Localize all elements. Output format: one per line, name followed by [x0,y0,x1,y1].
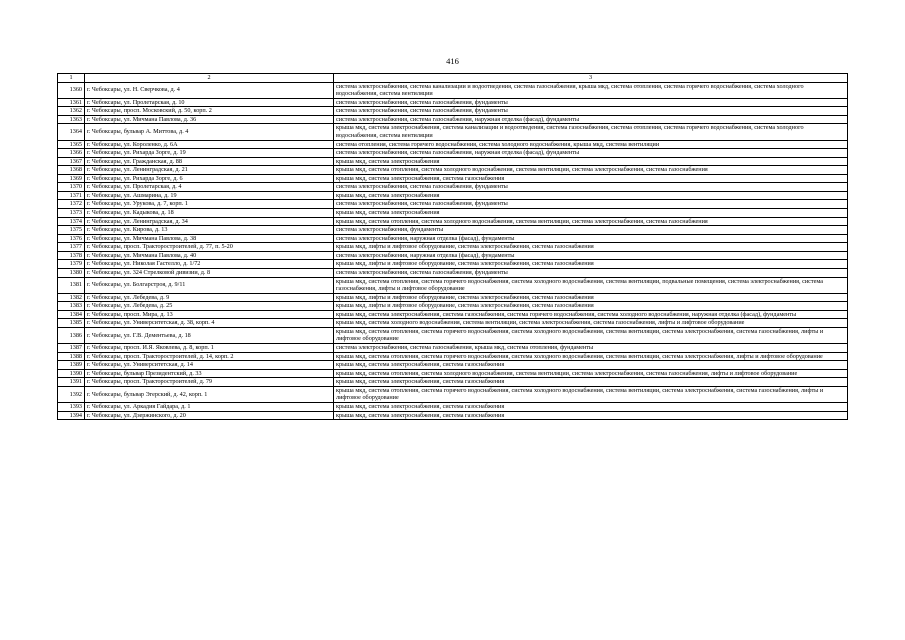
row-number: 1367 [58,157,85,166]
row-address: г. Чебоксары, ул. Лебедева, д. 25 [85,302,334,311]
row-number: 1369 [58,174,85,183]
table-row [58,243,848,252]
row-address: г. Чебоксары, ул. Болгарстроя, д. 9/11 [85,277,334,293]
row-address: г. Чебоксары, ул. Н. Сверчкова, д. 4 [85,82,334,98]
table-row [58,293,848,302]
row-address: г. Чебоксары, ул. Ленинградская, д. 21 [85,166,334,175]
row-address: г. Чебоксары, просп. И.Я. Яковлева, д. 8, корп. 1 [85,344,334,353]
register-table-body [58,74,848,420]
table-row [58,174,848,183]
row-works: крыша мкд, система электроснабжения, система газоснабжения, система горячего водоснабжения, система холодного водоснабжения, наружная отделка (фасад), фундаменты [334,310,848,319]
row-works: крыша мкд, лифты и лифтовое оборудование, система электроснабжения, система газоснабжения [334,260,848,269]
table-row [58,386,848,402]
row-address: г. Чебоксары, ул. 324 Стрелковой дивизии, д. 8 [85,268,334,277]
row-number: 1385 [58,319,85,328]
row-address: г. Чебоксары, бульвар А. Миттова, д. 4 [85,124,334,140]
row-works: система электроснабжения, система газоснабжения, фундаменты [334,107,848,116]
row-address: г. Чебоксары, просп. Московский, д. 50, корп. 2 [85,107,334,116]
row-works: крыша мкд, система электроснабжения, система газоснабжения [334,361,848,370]
header-row [58,74,848,83]
row-number: 1376 [58,234,85,243]
row-number: 1378 [58,251,85,260]
row-address: г. Чебоксары, ул. Урукова, д. 7, корп. 1 [85,200,334,209]
row-works: система электроснабжения, система газоснабжения, фундаменты [334,268,848,277]
table-row [58,217,848,226]
row-works: система электроснабжения, система канализации и водоотведения, система газоснабжения, крыша мкд, система отопления, система горячего водоснабжения, система холодного водоснабжения, система вентиляции [334,82,848,98]
table-row [58,260,848,269]
row-number: 1383 [58,302,85,311]
row-works: крыша мкд, система электроснабжения, система газоснабжения [334,402,848,411]
header-col-2: 2 [85,74,334,83]
table-row [58,361,848,370]
row-works: крыша мкд, система электроснабжения [334,157,848,166]
row-number: 1361 [58,98,85,107]
table-row [58,82,848,98]
row-works: крыша мкд, система электроснабжения, система газоснабжения [334,174,848,183]
row-number: 1366 [58,149,85,158]
row-number: 1391 [58,378,85,387]
row-number: 1387 [58,344,85,353]
row-address: г. Чебоксары, ул. Лебедева, д. 9 [85,293,334,302]
table-row [58,140,848,149]
row-number: 1393 [58,402,85,411]
row-works: система электроснабжения, система газоснабжения, фундаменты [334,183,848,192]
row-address: г. Чебоксары, ул. Ленинградская, д. 34 [85,217,334,226]
row-number: 1370 [58,183,85,192]
row-works: система отопления, система горячего водоснабжения, система холодного водоснабжения, крыша мкд, система вентиляции [334,140,848,149]
row-address: г. Чебоксары, ул. Короленко, д. 6А [85,140,334,149]
row-works: крыша мкд, система отопления, система горячего водоснабжения, система холодного водоснабжения, система вентиляции, система электроснабжения, система газоснабжения, лифты и лифтовое оборудование [334,386,848,402]
row-address: г. Чебоксары, ул. Г.В. Дементьева, д. 18 [85,327,334,343]
table-row [58,327,848,343]
row-address: г. Чебоксары, ул. Аркадия Гайдара, д. 1 [85,402,334,411]
table-row [58,319,848,328]
row-works: крыша мкд, система отопления, система холодного водоснабжения, система вентиляции, система электроснабжения, система газоснабжения [334,166,848,175]
row-address: г. Чебоксары, ул. Кирова, д. 13 [85,226,334,235]
table-row [58,402,848,411]
table-row [58,183,848,192]
row-works: система электроснабжения, система газоснабжения, наружная отделка (фасад), фундаменты [334,115,848,124]
row-address: г. Чебоксары, ул. Рихарда Зорге, д. 19 [85,149,334,158]
row-works: крыша мкд, система электроснабжения [334,191,848,200]
row-number: 1388 [58,352,85,361]
table-row [58,98,848,107]
table-row [58,157,848,166]
row-address: г. Чебоксары, ул. Университетская, д. 38, корп. 4 [85,319,334,328]
row-address: г. Чебоксары, ул. Николая Гастелло, д. 1/72 [85,260,334,269]
row-works: крыша мкд, лифты и лифтовое оборудование, система электроснабжения, система газоснабжения [334,302,848,311]
row-address: г. Чебоксары, ул. Пролетарская, д. 4 [85,183,334,192]
row-number: 1394 [58,411,85,420]
row-works: крыша мкд, система отопления, система горячего водоснабжения, система холодного водоснабжения, система вентиляции, подвальные помещения, система электроснабжения, система газоснабжения, лифты и лифтовое оборудование [334,277,848,293]
row-works: крыша мкд, система электроснабжения, система газоснабжения [334,378,848,387]
table-row [58,369,848,378]
row-address: г. Чебоксары, ул. Рихарда Зорге, д. 6 [85,174,334,183]
table-row [58,226,848,235]
row-number: 1382 [58,293,85,302]
table-row [58,191,848,200]
row-number: 1360 [58,82,85,98]
row-address: г. Чебоксары, ул. Университетская, д. 14 [85,361,334,370]
table-row [58,352,848,361]
row-number: 1389 [58,361,85,370]
row-works: система электроснабжения, система газоснабжения, крыша мкд, система отопления, фундаменты [334,344,848,353]
row-address: г. Чебоксары, ул. Кадыкова, д. 18 [85,209,334,218]
row-number: 1381 [58,277,85,293]
row-number: 1368 [58,166,85,175]
row-number: 1386 [58,327,85,343]
row-number: 1365 [58,140,85,149]
row-works: система электроснабжения, фундаменты [334,226,848,235]
table-row [58,209,848,218]
table-row [58,234,848,243]
row-works: крыша мкд, система электроснабжения [334,209,848,218]
table-row [58,378,848,387]
row-works: крыша мкд, лифты и лифтовое оборудование, система электроснабжения, система газоснабжения [334,243,848,252]
row-works: крыша мкд, лифты и лифтовое оборудование, система электроснабжения, система газоснабжения [334,293,848,302]
row-works: крыша мкд, система отопления, система горячего водоснабжения, система холодного водоснабжения, система вентиляции, система электроснабжения, система газоснабжения, лифты и лифтовое оборудование [334,327,848,343]
row-address: г. Чебоксары, ул. Пролетарская, д. 10 [85,98,334,107]
page-number: 416 [446,56,459,66]
row-number: 1363 [58,115,85,124]
table-row [58,200,848,209]
row-works: крыша мкд, система холодного водоснабжения, система вентиляции, система электроснабжения, система газоснабжения, лифты и лифтовое оборудование [334,319,848,328]
row-works: система электроснабжения, наружная отделка (фасад), фундаменты [334,251,848,260]
table-row [58,344,848,353]
row-works: крыша мкд, система отопления, система холодного водоснабжения, система вентиляции, система электроснабжения, система газоснабжения [334,217,848,226]
row-number: 1374 [58,217,85,226]
table-row [58,268,848,277]
row-address: г. Чебоксары, ул. Ашмарина, д. 19 [85,191,334,200]
table-row [58,107,848,116]
row-works: крыша мкд, система отопления, система холодного водоснабжения, система вентиляции, система электроснабжения, система газоснабжения, лифты и лифтовое оборудование [334,369,848,378]
table-row [58,166,848,175]
row-number: 1377 [58,243,85,252]
header-col-1: 1 [58,74,85,83]
row-address: г. Чебоксары, просп. Мира, д. 13 [85,310,334,319]
row-address: г. Чебоксары, бульвар Президентский, д. 33 [85,369,334,378]
row-address: г. Чебоксары, ул. Мичмана Павлова, д. 40 [85,251,334,260]
row-number: 1384 [58,310,85,319]
row-works: система электроснабжения, система газоснабжения, фундаменты [334,200,848,209]
row-works: система электроснабжения, наружная отделка (фасад), фундаменты [334,234,848,243]
row-works: система электроснабжения, система газоснабжения, наружная отделка (фасад), фундаменты [334,149,848,158]
table-row [58,411,848,420]
row-number: 1362 [58,107,85,116]
row-address: г. Чебоксары, просп. Тракторостроителей, д. 79 [85,378,334,387]
row-address: г. Чебоксары, ул. Гражданская, д. 88 [85,157,334,166]
row-number: 1379 [58,260,85,269]
row-number: 1364 [58,124,85,140]
row-address: г. Чебоксары, ул. Дзержинского, д. 20 [85,411,334,420]
row-address: г. Чебоксары, ул. Мичмана Павлова, д. 36 [85,115,334,124]
row-number: 1392 [58,386,85,402]
row-number: 1390 [58,369,85,378]
row-number: 1371 [58,191,85,200]
row-address: г. Чебоксары, просп. Тракторостроителей, д. 77, п. 5-20 [85,243,334,252]
row-works: система электроснабжения, система газоснабжения, фундаменты [334,98,848,107]
register-table [57,73,848,420]
row-number: 1380 [58,268,85,277]
table-row [58,124,848,140]
table-row [58,302,848,311]
row-address: г. Чебоксары, ул. Мичмана Павлова, д. 38 [85,234,334,243]
row-works: крыша мкд, система отопления, система горячего водоснабжения, система холодного водоснабжения, система вентиляции, система электроснабжения, лифты и лифтовое оборудование [334,352,848,361]
table-row [58,149,848,158]
row-number: 1375 [58,226,85,235]
table-row [58,115,848,124]
table-row [58,310,848,319]
row-number: 1372 [58,200,85,209]
table-row [58,277,848,293]
row-address: г. Чебоксары, просп. Тракторостроителей, д. 14, корп. 2 [85,352,334,361]
row-number: 1373 [58,209,85,218]
row-address: г. Чебоксары, бульвар Эгерский, д. 42, корп. 1 [85,386,334,402]
row-works: крыша мкд, система электроснабжения, система газоснабжения [334,411,848,420]
row-works: крыша мкд, система электроснабжения, система канализации и водоотведения, система газоснабжения, система отопления, система горячего водоснабжения, система холодного водоснабжения, система вентиляции [334,124,848,140]
table-row [58,251,848,260]
header-col-3: 3 [334,74,848,83]
